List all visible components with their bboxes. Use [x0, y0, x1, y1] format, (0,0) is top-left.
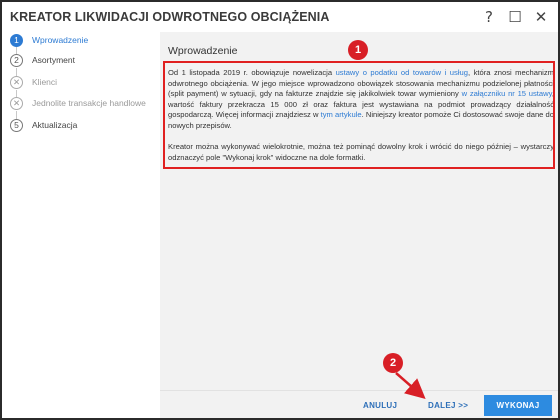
- annotation-badge-1: 1: [348, 40, 368, 60]
- close-icon[interactable]: ✕: [534, 8, 548, 26]
- annotation-badge-2: 2: [383, 353, 403, 373]
- info-paragraph: Kreator można wykonywać wielokrotnie, można też pominąć dowolny krok i wrócić do niego później – wystarczy odznaczyć pole "Wykonaj krok" widoczne na dole formatki.: [168, 142, 554, 162]
- page-title: Wprowadzenie: [168, 45, 238, 57]
- text-segment: Od 1 listopada 2019 r. obowiązuje nowelizacja: [168, 68, 336, 77]
- step-label: Asortyment: [32, 55, 75, 65]
- step-skipped-icon: ✕: [10, 97, 23, 110]
- step-label: Wprowadzenie: [32, 35, 89, 45]
- window-title: KREATOR LIKWIDACJI ODWROTNEGO OBCIĄŻENIA: [10, 10, 330, 24]
- step-label: Jednolite transakcje handlowe: [32, 98, 146, 108]
- step-number-icon: 1: [10, 34, 23, 47]
- maximize-icon[interactable]: ☐: [508, 8, 522, 26]
- text-segment: . Niniejszy kreator pomoże Ci dostosować swoje dane do nowych przepisów.: [168, 110, 554, 130]
- step-label: Aktualizacja: [32, 120, 78, 130]
- execute-button[interactable]: WYKONAJ: [484, 395, 552, 416]
- next-button[interactable]: DALEJ >>: [428, 401, 469, 410]
- link-vat-act[interactable]: ustawy o podatku od towarów i usług: [335, 68, 468, 77]
- text-segment: , która znosi mechanizm odwrotnego obciążenia. W jego miejsce wprowadzono obowiązek stosowania mechanizmu podzielonej płatności (split payment) w sytuacji, gdy na fakturze znajdzie się jakikolwiek towar wymieniony: [168, 68, 554, 99]
- step-skipped-icon: ✕: [10, 76, 23, 89]
- step-label: Klienci: [32, 77, 58, 87]
- link-article[interactable]: tym artykule: [320, 110, 362, 120]
- step-number-icon: 2: [10, 54, 23, 67]
- text-segment: , wartość faktury przekracza 15 000 zł oraz faktura jest wystawiana na podmiot prowadzący działalność gospodarczą. Więcej informacji znajdziesz w: [168, 89, 554, 120]
- cancel-button[interactable]: ANULUJ: [363, 401, 398, 410]
- help-icon[interactable]: ?: [485, 8, 493, 26]
- step-number-icon: 5: [10, 119, 23, 132]
- link-appendix-15[interactable]: w załączniku nr 15 ustawy: [461, 89, 552, 99]
